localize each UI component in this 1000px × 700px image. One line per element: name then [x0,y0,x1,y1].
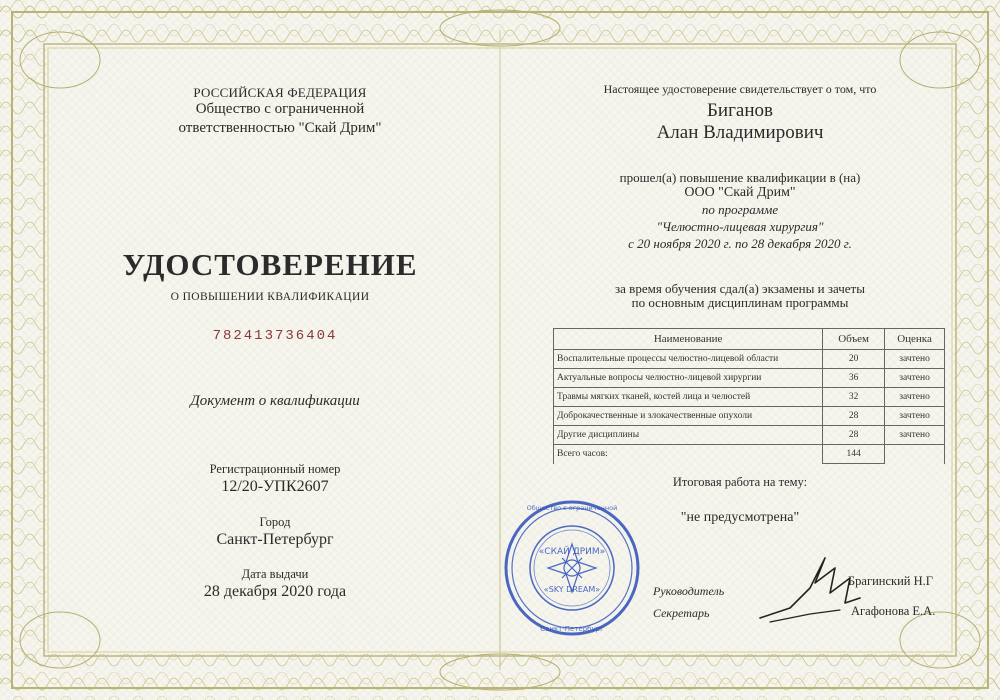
holder-given-names: Алан Владимирович [656,122,824,143]
table-row [554,350,945,369]
final-work-value: "не предусмотрена" [680,510,800,525]
total-empty-cell [885,445,945,464]
discipline-hours: 32 [823,388,885,407]
discipline-grade: зачтено [885,407,945,426]
certificate-intro: Настоящее удостоверение свидетельствует о том, что [603,82,877,96]
registration-number-value: 12/20-УПК2607 [221,478,329,495]
disciplines-table [553,328,945,464]
discipline-grade: зачтено [885,350,945,369]
organization-stamp [502,498,642,638]
center-fold [499,30,501,670]
document-number: 782413736404 [212,328,338,344]
exams-statement-line2: по основным дисциплинам программы [631,295,849,310]
total-hours-value: 144 [823,445,885,464]
column-header-hours: Объем [823,329,885,350]
registration-number-label: Регистрационный номер [209,462,341,476]
discipline-hours: 28 [823,407,885,426]
document-subtitle: О ПОВЫШЕНИИ КВАЛИФИКАЦИИ [170,291,370,303]
secretary-role: Секретарь [653,606,710,620]
svg-text:«SKY DREAM»: «SKY DREAM» [543,585,601,594]
country-name: РОССИЙСКАЯ ФЕДЕРАЦИЯ [193,85,367,100]
column-header-name: Наименование [554,329,823,350]
table-row [554,407,945,426]
discipline-hours: 28 [823,426,885,445]
table-row [554,426,945,445]
discipline-grade: зачтено [885,426,945,445]
discipline-hours: 36 [823,369,885,388]
discipline-name: Доброкачественные и злокачественные опухоли [554,407,823,426]
discipline-name: Воспалительные процессы челюстно-лицевой области [554,350,823,369]
program-name: "Челюстно-лицевая хирургия" [656,219,824,234]
final-work-label: Итоговая работа на тему: [672,475,808,489]
table-total-row [554,445,945,464]
table-header-row [554,329,945,350]
document-type: Документ о квалификации [190,393,360,409]
svg-text:Санкт-Петербург: Санкт-Петербург [540,625,604,633]
svg-text:«СКАЙ ДРИМ»: «СКАЙ ДРИМ» [538,547,606,557]
discipline-hours: 20 [823,350,885,369]
city-label: Город [259,515,291,529]
study-period: с 20 ноября 2020 г. по 28 декабря 2020 г. [628,236,852,251]
discipline-name: Другие дисциплины [554,426,823,445]
issue-date-label: Дата выдачи [241,567,309,581]
discipline-name: Актуальные вопросы челюстно-лицевой хирургии [554,369,823,388]
total-hours-label: Всего часов: [554,445,823,464]
completion-statement: прошел(а) повышение квалификации в (на) [619,170,861,185]
head-name: Брагинский Н.Г [848,574,933,588]
table-row [554,388,945,407]
issuer-org-line1: Общество с ограниченной [195,101,365,117]
discipline-name: Травмы мягких тканей, костей лица и челюстей [554,388,823,407]
table-row [554,369,945,388]
document-title: УДОСТОВЕРЕНИЕ [122,247,418,282]
training-org: ООО "Скай Дрим" [684,185,796,200]
svg-text:Общество с ограниченной: Общество с ограниченной [526,504,618,512]
handwritten-signature [750,548,870,628]
issue-date-value: 28 декабря 2020 года [203,583,347,600]
exams-statement-line1: за время обучения сдал(а) экзамены и зачеты [615,281,865,296]
program-label: по программе [701,202,779,217]
discipline-grade: зачтено [885,388,945,407]
column-header-grade: Оценка [885,329,945,350]
discipline-grade: зачтено [885,369,945,388]
secretary-name: Агафонова Е.А. [851,604,936,618]
holder-surname: Биганов [707,100,773,121]
issuer-org-line2: ответственностью "Скай Дрим" [178,120,382,136]
head-role: Руководитель [653,584,725,598]
city-value: Санкт-Петербург [216,531,334,548]
